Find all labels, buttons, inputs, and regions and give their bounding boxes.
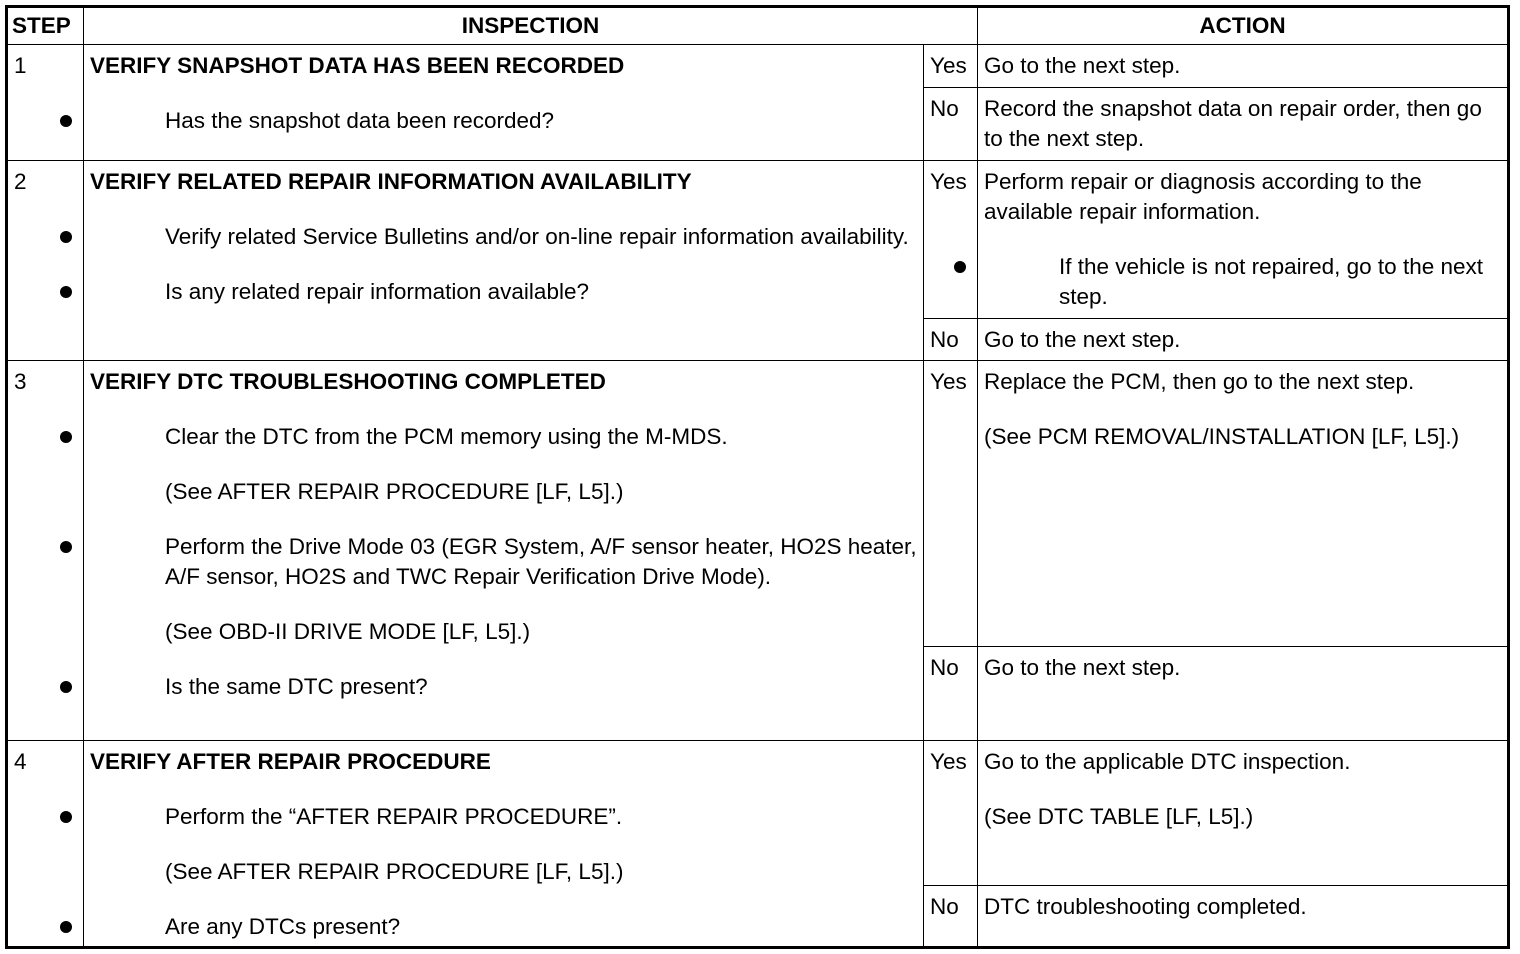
yes-action-cell xyxy=(978,361,1509,646)
inspection-item-text: Perform the Drive Mode 03 (EGR System, A/F sensor heater, HO2S heater, A/F sensor, HO2S and TWC Repair Verification Drive Mode). xyxy=(165,534,917,590)
yes-action-cell xyxy=(978,741,1509,886)
inspection-item-text: Perform the “AFTER REPAIR PROCEDURE”. xyxy=(165,804,623,830)
no-action: DTC troubleshooting completed. xyxy=(978,885,1509,947)
step-number: 3 xyxy=(7,361,84,741)
no-action: Go to the next step. xyxy=(978,646,1509,740)
step-number: 1 xyxy=(7,45,84,160)
yes-label: Yes xyxy=(924,361,978,646)
inspection-bullet xyxy=(90,802,918,832)
action-reference: (See PCM REMOVAL/INSTALLATION [LF, L5].) xyxy=(984,424,1460,450)
no-label: No xyxy=(924,885,978,947)
inspection-header: INSPECTION xyxy=(84,7,978,45)
inspection-reference: (See AFTER REPAIR PROCEDURE [LF, L5].) xyxy=(165,479,624,505)
inspection-item-text: Are any DTCs present? xyxy=(165,914,401,940)
bullet-icon xyxy=(60,921,72,933)
yes-label: Yes xyxy=(924,160,978,319)
action-reference: (See DTC TABLE [LF, L5].) xyxy=(984,804,1254,830)
inspection-bullet xyxy=(90,912,918,942)
step-number: 4 xyxy=(7,741,84,948)
inspection-cell xyxy=(84,45,924,160)
yes-action: Go to the applicable DTC inspection. xyxy=(984,749,1351,775)
diagnostic-table xyxy=(5,5,1510,949)
inspection-bullet xyxy=(90,222,918,252)
step-number: 2 xyxy=(7,160,84,361)
inspection-bullet xyxy=(90,106,918,136)
inspection-bullet xyxy=(90,422,918,452)
step-title: VERIFY DTC TROUBLESHOOTING COMPLETED xyxy=(90,369,606,395)
step-title: VERIFY RELATED REPAIR INFORMATION AVAILABILITY xyxy=(90,168,692,194)
step-title: VERIFY SNAPSHOT DATA HAS BEEN RECORDED xyxy=(90,53,625,79)
bullet-icon xyxy=(954,261,966,273)
troubleshooting-page xyxy=(5,5,1507,949)
yes-action-cell xyxy=(978,160,1509,319)
inspection-cell xyxy=(84,361,924,741)
step-1-yes-row xyxy=(7,45,1509,88)
yes-label: Yes xyxy=(924,45,978,88)
no-action: Record the snapshot data on repair order, then go to the next step. xyxy=(978,88,1509,160)
yes-action: Go to the next step. xyxy=(978,45,1509,88)
yes-action: Replace the PCM, then go to the next step. xyxy=(984,369,1415,395)
inspection-item-text: Clear the DTC from the PCM memory using the M-MDS. xyxy=(165,424,728,450)
inspection-bullet xyxy=(90,672,918,702)
yes-label: Yes xyxy=(924,741,978,886)
bullet-icon xyxy=(60,811,72,823)
inspection-bullet xyxy=(90,277,918,307)
inspection-item-text: Is any related repair information available? xyxy=(165,278,589,304)
inspection-item-text: Verify related Service Bulletins and/or on-line repair information availability. xyxy=(165,223,909,249)
action-header: ACTION xyxy=(978,7,1509,45)
inspection-cell xyxy=(84,160,924,361)
inspection-item-text: Is the same DTC present? xyxy=(165,674,428,700)
step-3-yes-row xyxy=(7,361,1509,646)
action-bullet xyxy=(984,252,1502,312)
inspection-reference: (See AFTER REPAIR PROCEDURE [LF, L5].) xyxy=(165,859,624,885)
yes-action: Perform repair or diagnosis according to the available repair information. xyxy=(984,168,1422,224)
no-action: Go to the next step. xyxy=(978,319,1509,361)
step-4-yes-row xyxy=(7,741,1509,886)
step-2-yes-row xyxy=(7,160,1509,319)
no-label: No xyxy=(924,88,978,160)
no-label: No xyxy=(924,319,978,361)
no-label: No xyxy=(924,646,978,740)
action-bullet-text: If the vehicle is not repaired, go to the next step. xyxy=(1059,253,1484,309)
inspection-bullet xyxy=(90,532,918,592)
step-title: VERIFY AFTER REPAIR PROCEDURE xyxy=(90,749,491,775)
inspection-cell xyxy=(84,741,924,948)
header-row xyxy=(7,7,1509,45)
bullet-icon xyxy=(60,231,72,243)
inspection-item-text: Has the snapshot data been recorded? xyxy=(165,108,555,134)
step-header: STEP xyxy=(7,7,84,45)
inspection-reference: (See OBD-II DRIVE MODE [LF, L5].) xyxy=(165,619,531,645)
bullet-icon xyxy=(60,286,72,298)
